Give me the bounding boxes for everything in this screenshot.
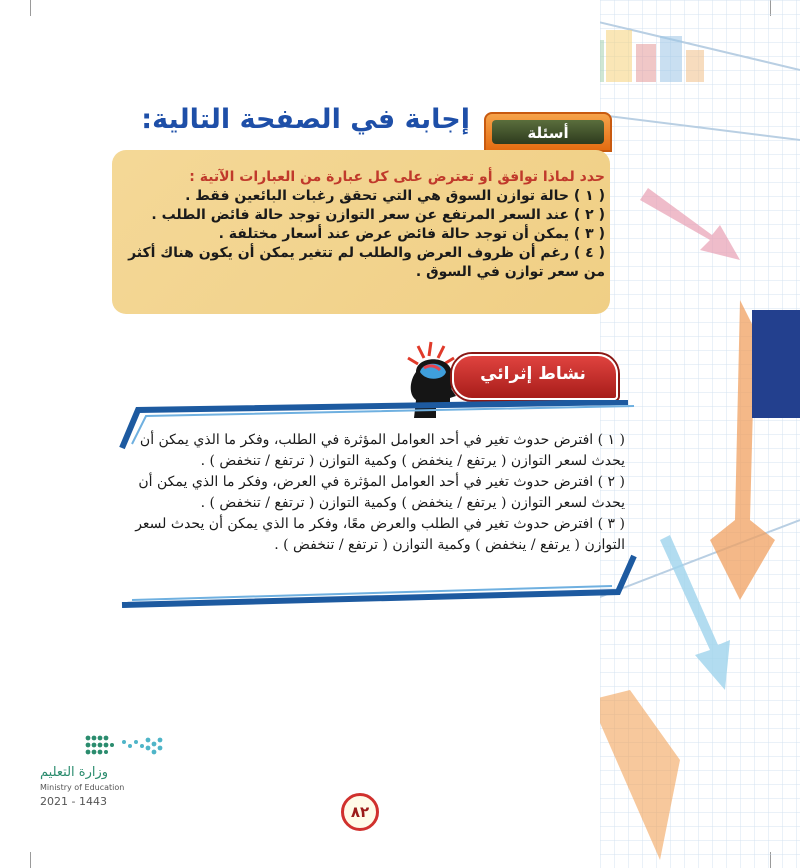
ministry-year: 2021 - 1443 — [40, 795, 107, 808]
page-heading: إجابة في الصفحة التالية: — [141, 104, 470, 135]
discussion-item: ( ٣ ) يمكن أن توجد حالة فائض عرض عند أسعار مختلفة . — [218, 226, 605, 242]
discussion-questions — [105, 168, 605, 282]
crop-mark — [30, 0, 31, 16]
discussion-lead: حدد لماذا توافق أو تعترض على كل عبارة من العبارات الآتية : — [189, 169, 605, 185]
badge-label: أسئلة — [492, 120, 604, 144]
ministry-name-arabic: وزارة التعليم — [40, 765, 109, 780]
ministry-logo-icon — [78, 732, 168, 760]
discussion-questions-badge — [484, 112, 612, 152]
activity-item: ( ٢ ) افترض حدوث تغير في أحد العوامل المؤثرة في العرض، وفكر ما الذي يمكن أن يحدث لسعر التوازن ( يرتفع / ينخفض ) وكمية التوازن ( ترتفع / تنخفض ) . — [138, 474, 625, 511]
ministry-name-english: Ministry of Education — [40, 783, 125, 792]
discussion-item: ( ٢ ) عند السعر المرتفع عن سعر التوازن توجد حالة فائض الطلب . — [151, 207, 605, 223]
activity-item: ( ٣ ) افترض حدوث تغير في الطلب والعرض معًا، وفكر ما الذي يمكن أن يحدث لسعر التوازن ( يرتفع / ينخفض ) وكمية التوازن ( ترتفع / تنخفض ) . — [135, 516, 625, 553]
activity-title: نشاط إثرائي — [480, 364, 586, 384]
crop-mark — [30, 852, 31, 868]
discussion-item: ( ٤ ) رغم أن ظروف العرض والطلب لم تتغير يمكن أن يكون هناك أكثر من سعر توازن في السوق . — [128, 245, 605, 280]
activity-item: ( ١ ) افترض حدوث تغير في أحد العوامل المؤثرة في الطلب، وفكر ما الذي يمكن أن يحدث لسعر التوازن ( يرتفع / ينخفض ) وكمية التوازن ( ترتفع / تنخفض ) . — [139, 432, 625, 469]
side-blue-tab — [752, 310, 800, 418]
page-number: ٨٢ — [341, 793, 379, 831]
activity-items — [120, 430, 625, 556]
discussion-item: ( ١ ) حالة توازن السوق هي التي تحقق رغبات البائعين فقط . — [185, 188, 605, 204]
